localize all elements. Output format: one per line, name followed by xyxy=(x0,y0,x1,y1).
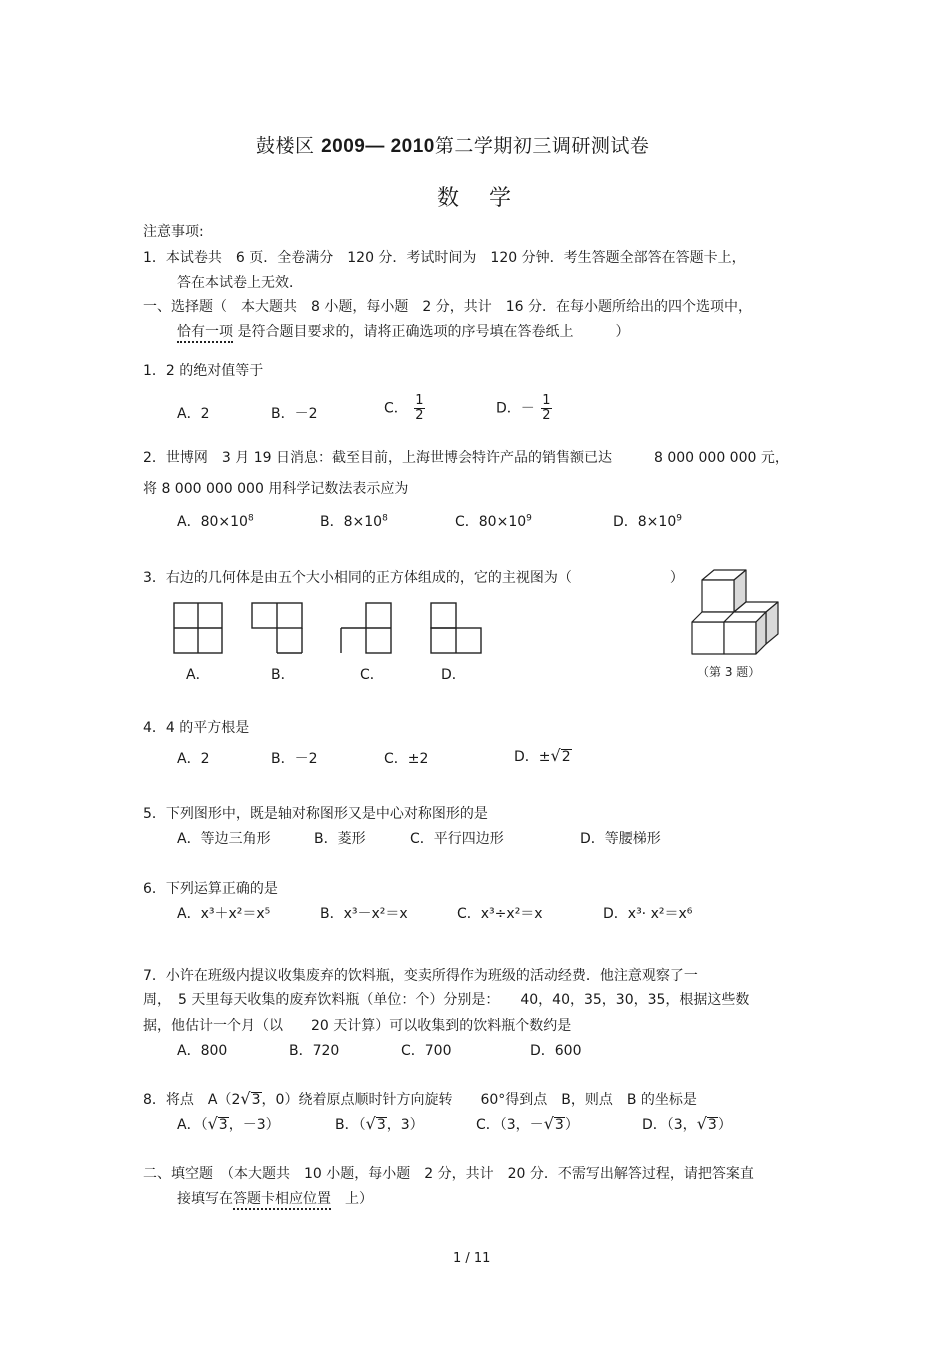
q8-d-pre: D．（3， xyxy=(642,1117,697,1133)
q3-option-b: B． xyxy=(271,667,295,683)
title-years: 2009— 2010 xyxy=(321,136,435,157)
q5-option-d: D．等腰梯形 xyxy=(580,831,661,847)
q7-line2: 周， 5 天里每天收集的废弃饮料瓶（单位：个）分别是： 40，40，35，30，35，根据这些数 xyxy=(143,992,750,1008)
q4-stem: 4．4 的平方根是 xyxy=(143,720,250,736)
q2-c-base: C．80×10 xyxy=(455,514,527,530)
q8-d-sqrt: √ 3 xyxy=(696,1114,717,1133)
q3-figure-c xyxy=(340,602,394,656)
q2-option-b xyxy=(320,511,388,531)
q6-option-a: A．x³＋x²＝x⁵ xyxy=(177,906,271,922)
q7-option-b: B．720 xyxy=(289,1043,340,1059)
q4-option-d xyxy=(514,746,572,766)
q8-c-radicand: 3 xyxy=(554,1117,564,1133)
q4-option-a: A．2 xyxy=(177,751,210,767)
page-title xyxy=(256,131,649,158)
q6-option-b: B．x³－x²＝x xyxy=(320,906,408,922)
q5-option-a: A．等边三角形 xyxy=(177,831,271,847)
q2-a-exp: 8 xyxy=(247,513,254,524)
q1-d-prefix: D．－ xyxy=(496,400,535,417)
q7-line3: 据，他估计一个月（以 20 天计算）可以收集到的饮料瓶个数约是 xyxy=(143,1018,572,1034)
section2-line2-post: 上） xyxy=(331,1191,373,1207)
q1-c-prefix: C． xyxy=(384,400,408,417)
q3-figure-b xyxy=(251,602,305,656)
q8-c-post: ） xyxy=(564,1117,579,1133)
q8-c-pre: C．（3，－ xyxy=(476,1117,544,1133)
q2-d-base: D．8×10 xyxy=(613,514,677,530)
section2-line2-pre: 接填写在 xyxy=(177,1191,233,1207)
section2-line2 xyxy=(177,1188,373,1208)
q1-option-c xyxy=(384,394,425,423)
q6-option-d: D．x³· x²＝x⁶ xyxy=(603,906,693,922)
q2-d-exp: 9 xyxy=(676,513,682,524)
cube-front-right xyxy=(724,622,756,654)
q1-c-den: 2 xyxy=(415,408,424,423)
q6-option-c: C．x³÷x²＝x xyxy=(457,906,543,922)
q8-a-radicand: 3 xyxy=(218,1117,228,1133)
section1-line1: 一、选择题（ 本大题共 8 小题，每小题 2 分，共计 16 分．在每小题所给出的四个选项中， xyxy=(143,299,752,315)
q2-option-c xyxy=(455,511,532,531)
q2-b-exp: 8 xyxy=(382,513,388,524)
subject-title: 数学 xyxy=(437,186,542,211)
q1-option-d xyxy=(496,394,552,423)
q3-figure-caption: （第 3 题） xyxy=(697,665,761,679)
q4-d-prefix: D．± xyxy=(514,749,551,765)
q4-d-radicand: 2 xyxy=(561,749,571,765)
q8-a-pre: A．（ xyxy=(177,1117,208,1133)
q7-option-c: C．700 xyxy=(401,1043,452,1059)
title-district: 鼓楼区 xyxy=(256,135,315,157)
title-rest: 第二学期初三调研测试卷 xyxy=(434,135,650,157)
q8-b-radicand: 3 xyxy=(376,1117,386,1133)
q5-option-c: C．平行四边形 xyxy=(410,831,504,847)
q1-d-fraction xyxy=(541,394,551,423)
q3-cube-figure xyxy=(690,568,790,660)
q4-option-b: B．－2 xyxy=(271,751,318,767)
q2-a-base: A．80×10 xyxy=(177,514,248,530)
cube-front-left xyxy=(692,622,724,654)
q2-stem-line2: 将 8 000 000 000 用科学记数法表示应为 xyxy=(143,481,409,497)
q8-c-sqrt: √ 3 xyxy=(543,1114,564,1133)
q5-option-b: B．菱形 xyxy=(314,831,366,847)
q8-b-sqrt: √ 3 xyxy=(365,1114,386,1133)
q1-option-b: B．－2 xyxy=(271,406,318,422)
q1-c-num: 1 xyxy=(415,393,424,408)
q8-b-post: ，3） xyxy=(386,1117,424,1133)
section1-line2-rest: 是符合题目要求的，请将正确选项的序号填在答卷纸上 ） xyxy=(237,324,630,340)
q8-stem-pre: 8．将点 A（2 xyxy=(143,1092,241,1108)
q2-stem-line1: 2．世博网 3 月 19 日消息：截至目前，上海世博会特许产品的销售额已达 8 000 000 000 元， xyxy=(143,450,789,466)
notes-item1-line1: 1．本试卷共 6 页．全卷满分 120 分．考试时间为 120 分钟．考生答题全部答在答题卡上， xyxy=(143,250,746,266)
q1-d-den: 2 xyxy=(542,408,551,423)
q1-stem: 1．2 的绝对值等于 xyxy=(143,363,264,379)
notes-heading: 注意事项: xyxy=(143,224,204,240)
q8-d-radicand: 3 xyxy=(707,1117,717,1133)
q2-b-base: B．8×10 xyxy=(320,514,383,530)
q8-option-a xyxy=(177,1114,280,1134)
q8-option-d xyxy=(642,1114,732,1134)
q2-c-exp: 9 xyxy=(526,513,532,524)
q1-option-a: A．2 xyxy=(177,406,210,422)
page-number: 1 / 11 xyxy=(453,1251,491,1266)
q7-option-d: D．600 xyxy=(530,1043,582,1059)
q8-stem xyxy=(143,1089,697,1109)
q1-c-fraction xyxy=(414,394,424,423)
q7-line1: 7．小许在班级内提议收集废弃的饮料瓶，变卖所得作为班级的活动经费．他注意观察了一 xyxy=(143,968,698,984)
q3-option-c: C． xyxy=(360,667,384,683)
q3-option-d: D． xyxy=(441,667,466,683)
q4-d-sqrt: √ 2 xyxy=(550,746,571,765)
cube-top-front xyxy=(702,580,734,612)
q2-option-d xyxy=(613,511,682,531)
q8-option-c xyxy=(476,1114,579,1134)
q8-d-post: ） xyxy=(717,1117,732,1133)
q2-option-a xyxy=(177,511,254,531)
section1-line2 xyxy=(177,321,629,341)
q6-stem: 6．下列运算正确的是 xyxy=(143,881,278,897)
q8-a-sqrt: √ 3 xyxy=(207,1114,228,1133)
q3-figure-d xyxy=(430,602,484,656)
q3-stem: 3．右边的几何体是由五个大小相同的正方体组成的，它的主视图为（ ） xyxy=(143,570,684,586)
section1-emphasis: 恰有一项 xyxy=(177,324,233,343)
q8-b-pre: B．（ xyxy=(335,1117,366,1133)
q3-option-a: A． xyxy=(186,667,210,683)
q3-d-top xyxy=(431,603,456,628)
notes-item1-line2: 答在本试卷上无效． xyxy=(177,275,303,291)
q7-option-a: A．800 xyxy=(177,1043,228,1059)
q8-a-post: ，－3） xyxy=(228,1117,280,1133)
q8-option-b xyxy=(335,1114,424,1134)
section2-line1: 二、填空题 （本大题共 10 小题，每小题 2 分，共计 20 分．不需写出解答过程，请把答案直 xyxy=(143,1166,754,1182)
q1-d-num: 1 xyxy=(542,393,551,408)
section2-emphasis: 答题卡相应位置 xyxy=(233,1191,331,1210)
q8-stem-radicand: 3 xyxy=(251,1092,261,1108)
q8-stem-post: ，0）绕着原点顺时针方向旋转 60°得到点 B，则点 B 的坐标是 xyxy=(261,1092,697,1108)
q8-stem-sqrt: √ 3 xyxy=(240,1089,261,1108)
q5-stem: 5．下列图形中，既是轴对称图形又是中心对称图形的是 xyxy=(143,806,488,822)
q3-figure-a xyxy=(173,602,225,656)
q4-option-c: C．±2 xyxy=(384,751,429,767)
